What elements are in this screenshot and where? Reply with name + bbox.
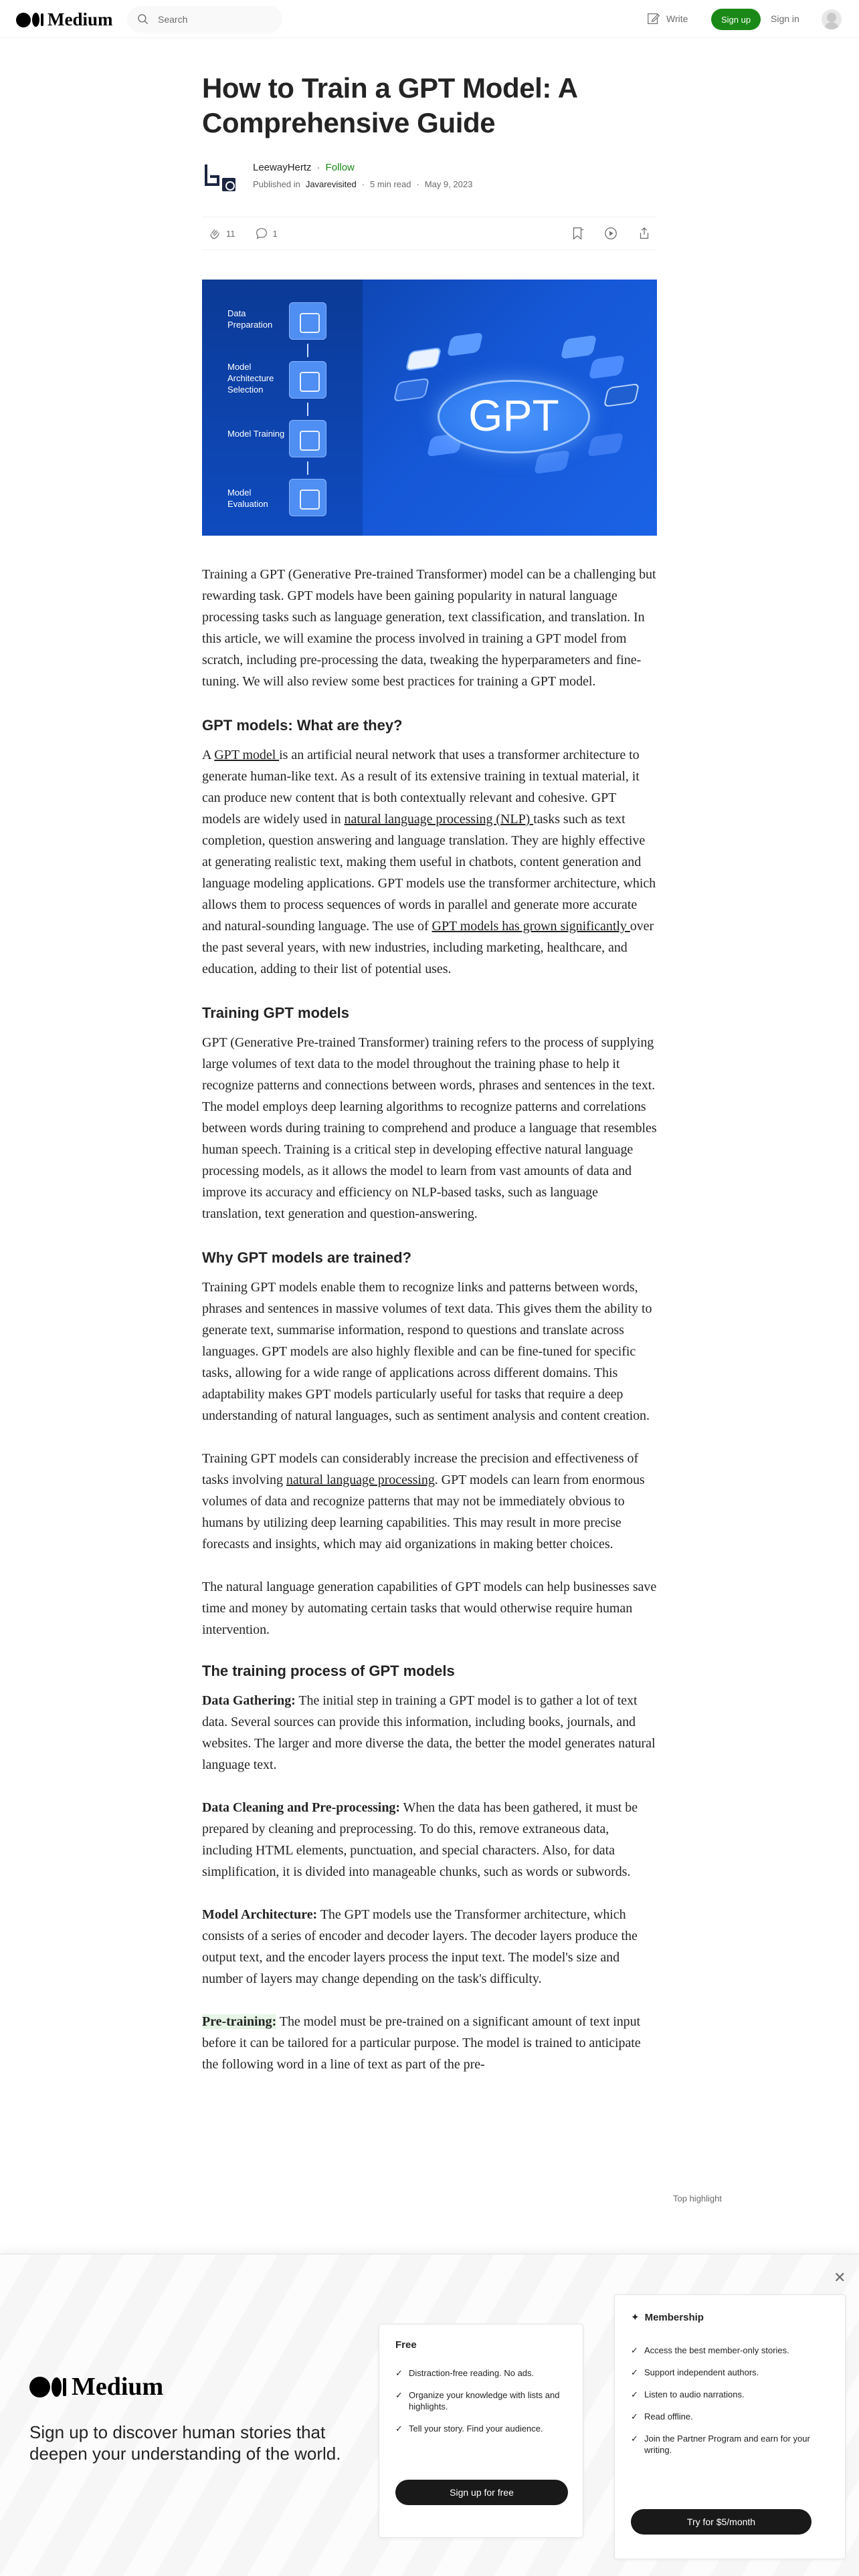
- text: The initial step in training a GPT model is to gather a lot of text data. Several sources can provide this information, including books, journals, and websites. The larger and more diverse the data, the better the model generates natural language text.: [202, 1693, 656, 1772]
- follow-button[interactable]: Follow: [325, 162, 355, 173]
- plan-feature: [395, 2389, 569, 2412]
- membership-trial-button[interactable]: Try for $5/month: [631, 2509, 812, 2535]
- feature-text: Join the Partner Program and earn for your writing.: [644, 2434, 810, 2455]
- free-plan-title: Free: [395, 2339, 417, 2351]
- feature-text: Distraction-free reading. No ads.: [409, 2368, 535, 2378]
- medium-logo[interactable]: [16, 9, 113, 30]
- feature-text: Tell your story. Find your audience.: [409, 2424, 543, 2434]
- paragraph: [202, 1904, 657, 1990]
- check-icon: ✓: [631, 2434, 638, 2444]
- free-plan-card: [379, 2324, 583, 2538]
- publication-badge-icon[interactable]: [221, 177, 237, 193]
- text: The model must be pre-trained on a significant amount of text input before it can be tailored for a particular purpose. The model is trained to anticipate the following word in a line of text as part of the pre-: [202, 2014, 641, 2072]
- plan-feature: [631, 2367, 832, 2378]
- model-training-icon: [289, 420, 326, 457]
- search-box[interactable]: [127, 6, 282, 33]
- arrow-down-icon: [307, 344, 308, 357]
- check-icon: ✓: [395, 2390, 403, 2400]
- top-highlight-label: Top highlight: [673, 2193, 722, 2204]
- write-button[interactable]: [646, 11, 688, 26]
- published-in-label: Published in: [253, 179, 300, 189]
- plan-feature: [631, 2433, 832, 2456]
- feature-text: Organize your knowledge with lists and highlights.: [409, 2390, 560, 2411]
- write-label: Write: [666, 13, 688, 24]
- hero-step-label: Model Training: [227, 429, 285, 439]
- paragraph: GPT (Generative Pre-trained Transformer) training refers to the process of supplying large volumes of text data to the model throughout the training phase to help it recognize patterns and connections between words, phrases and sentences in the text. The model employs deep learning algorithms to recognize patterns and correlations between words during training to comprehend and produce a language that resembles human speech. Training is a critical step in developing effective natural language processing models, as it allows the model to learn from vast amounts of data and improve its accuracy and efficiency on NLP-based tasks, such as language translation, text generation and question-answering.: [202, 1035, 657, 1221]
- floating-tile-icon: [405, 347, 442, 371]
- logo-text: Medium: [72, 2373, 164, 2401]
- text: When the data has been gathered, it must be prepared by cleaning and preprocessing. To do this, remove extraneous data, including HTML elements, punctuation, and special characters. Also, for data simplification, it is divided into manageable chunks, such as words or subwords.: [202, 1800, 638, 1879]
- hero-image: [202, 280, 657, 536]
- byline: [202, 160, 657, 201]
- article: [202, 71, 657, 2075]
- paragraph: [202, 1797, 657, 1883]
- floating-tile-icon: [589, 355, 626, 379]
- bold-label: Data Cleaning and Pre-processing:: [202, 1800, 400, 1815]
- gpt-label: GPT: [468, 391, 559, 440]
- share-icon[interactable]: [637, 226, 652, 241]
- plan-feature: [631, 2411, 832, 2422]
- section-heading: Training GPT models: [202, 1004, 350, 1021]
- publish-date: May 9, 2023: [424, 179, 473, 189]
- article-title: How to Train a GPT Model: A Comprehensive Guide: [202, 72, 577, 138]
- response-count: 1: [272, 228, 278, 239]
- play-audio-icon[interactable]: [603, 226, 618, 241]
- feature-text: Listen to audio narrations.: [644, 2389, 745, 2399]
- text: Training GPT models can considerably increase the precision and effectiveness of tasks involving: [202, 1451, 639, 1487]
- article-action-bar: [202, 217, 657, 250]
- user-avatar-icon[interactable]: [822, 9, 842, 29]
- publication-link[interactable]: Javarevisited: [305, 179, 357, 189]
- section-heading: The training process of GPT models: [202, 1662, 455, 1679]
- check-icon: ✓: [631, 2367, 638, 2377]
- floating-tile-icon: [447, 332, 484, 356]
- plan-feature: [395, 2423, 569, 2434]
- article-body: [202, 564, 657, 2075]
- floating-tile-icon: [587, 433, 624, 457]
- close-icon[interactable]: ✕: [834, 2269, 846, 2286]
- logo-text: Medium: [47, 9, 113, 29]
- section-heading: GPT models: What are they?: [202, 717, 403, 734]
- model-architecture-icon: [289, 361, 326, 399]
- section-heading: Why GPT models are trained?: [202, 1249, 411, 1266]
- text: tasks such as text completion, question answering and language translation. They are highly effective at generating realistic text, making them useful in chatbots, content generation and language modeling applications. GPT models use the transformer architecture, which allows them to process sequences of words in parallel and generate more accurate and natural-sounding language. The use of: [202, 812, 656, 934]
- arrow-down-icon: [307, 403, 308, 416]
- hero-step-label: Model Architecture Selection: [227, 362, 274, 395]
- membership-plan-card: [614, 2294, 846, 2559]
- membership-plan-title: Membership: [644, 2311, 704, 2323]
- check-icon: ✓: [631, 2411, 638, 2422]
- separator-dot: ·: [316, 162, 320, 173]
- medium-logo-icon: [16, 13, 43, 27]
- paragraph: [202, 1690, 657, 1776]
- inline-link[interactable]: natural language processing (NLP): [344, 812, 534, 827]
- intro-paragraph: Training a GPT (Generative Pre-trained Transformer) model can be a challenging but rewarding task. GPT models have been gaining popularity in natural language processing tasks such as language generation, text classification, and translation. In this article, we will examine the process involved in training a GPT model from scratch, including pre-processing the data, tweaking the hyperparameters and fine-tuning. We will also review some best practices for training a GPT model.: [202, 567, 656, 689]
- author-name[interactable]: LeewayHertz: [253, 162, 312, 173]
- sparkle-icon: ✦: [631, 2312, 640, 2323]
- signup-free-button[interactable]: Sign up for free: [395, 2480, 568, 2505]
- bookmark-icon[interactable]: [570, 226, 585, 241]
- top-navigation-bar: [0, 0, 859, 38]
- feature-text: Support independent authors.: [644, 2367, 759, 2377]
- plan-feature: [631, 2345, 832, 2356]
- floating-tile-icon: [603, 383, 640, 407]
- search-icon: [136, 13, 150, 26]
- feature-text: Access the best member-only stories.: [644, 2345, 789, 2355]
- data-preparation-icon: [289, 302, 326, 340]
- floating-tile-icon: [393, 378, 430, 402]
- paragraph: [202, 744, 657, 980]
- overlay-tagline: Sign up to discover human stories that deepen your understanding of the world.: [29, 2422, 341, 2464]
- overlay-medium-logo: [29, 2372, 163, 2401]
- paragraph: Training GPT models enable them to recognize links and patterns between words, phrases and sentences in massive volumes of text data. This gives them the ability to generate text, summarise information, respond to questions and translate across languages. GPT models are also highly flexible and can be fine-tuned for specific tasks, allowing for a wide range of applications across different domains. This adaptability makes GPT models particularly useful for tasks that require a deep understanding of natural languages, such as sentiment analysis and content creation.: [202, 1280, 652, 1423]
- text: is an artificial neural network that uses a transformer architecture to generate human-like text. As a result of its extensive training in textual material, it can produce new content that is both contextually relevant and cohesive. GPT models are widely used in: [202, 748, 640, 827]
- floating-tile-icon: [561, 335, 597, 359]
- check-icon: ✓: [631, 2389, 638, 2399]
- plan-feature: [631, 2389, 832, 2400]
- text: over the past several years, with new industries, including marketing, healthcare, and education, adding to their list of potential uses.: [202, 919, 654, 976]
- inline-link[interactable]: GPT model: [214, 748, 280, 762]
- text: . GPT models can learn from enormous volumes of data and recognize patterns that may not be immediately obvious to humans by utilizing deep learning capabilities. This may result in more precise forecasts and insights, which may aid organizations in making better choices.: [202, 1473, 645, 1551]
- bold-label: Model Architecture:: [202, 1907, 318, 1922]
- clap-button[interactable]: [207, 226, 235, 241]
- inline-link[interactable]: natural language processing: [286, 1473, 435, 1487]
- signup-overlay: [0, 2254, 859, 2576]
- signin-link[interactable]: Sign in: [771, 13, 799, 24]
- plan-feature: [395, 2367, 569, 2379]
- paragraph: The natural language generation capabilities of GPT models can help businesses save time and money by automating certain tasks that would otherwise require human intervention.: [202, 1580, 657, 1637]
- bold-label: Data Gathering:: [202, 1693, 296, 1708]
- hero-step-label: Data Preparation: [227, 308, 273, 330]
- model-evaluation-icon: [289, 479, 326, 516]
- search-input[interactable]: [158, 14, 272, 25]
- check-icon: ✓: [631, 2345, 638, 2355]
- write-icon: [646, 11, 661, 26]
- paragraph: [202, 2011, 657, 2075]
- clap-count: 11: [226, 228, 235, 239]
- text: The GPT models use the Transformer architecture, which consists of a series of encoder and decoder layers. The decoder layers produce the output text, and the encoder layers process the input text. The model's size and number of layers may change depending on the task's difficulty.: [202, 1907, 638, 1986]
- separator-dot: ·: [416, 179, 419, 189]
- paragraph: [202, 1448, 657, 1555]
- hero-step-label: Model Evaluation: [227, 488, 268, 509]
- text: A: [202, 748, 215, 762]
- read-time: 5 min read: [370, 179, 411, 189]
- medium-logo-icon: [29, 2377, 66, 2397]
- signup-button[interactable]: Sign up: [711, 9, 761, 30]
- separator-dot: ·: [361, 179, 365, 189]
- arrow-down-icon: [307, 461, 308, 475]
- comment-icon: [254, 226, 269, 241]
- inline-link[interactable]: GPT models has grown significantly: [432, 919, 630, 934]
- responses-button[interactable]: [254, 226, 278, 241]
- clap-icon: [207, 226, 222, 241]
- check-icon: ✓: [395, 2368, 403, 2378]
- highlighted-label[interactable]: Pre-training:: [202, 2014, 277, 2029]
- check-icon: ✓: [395, 2424, 403, 2434]
- floating-tile-icon: [534, 450, 571, 474]
- feature-text: Read offline.: [644, 2411, 693, 2422]
